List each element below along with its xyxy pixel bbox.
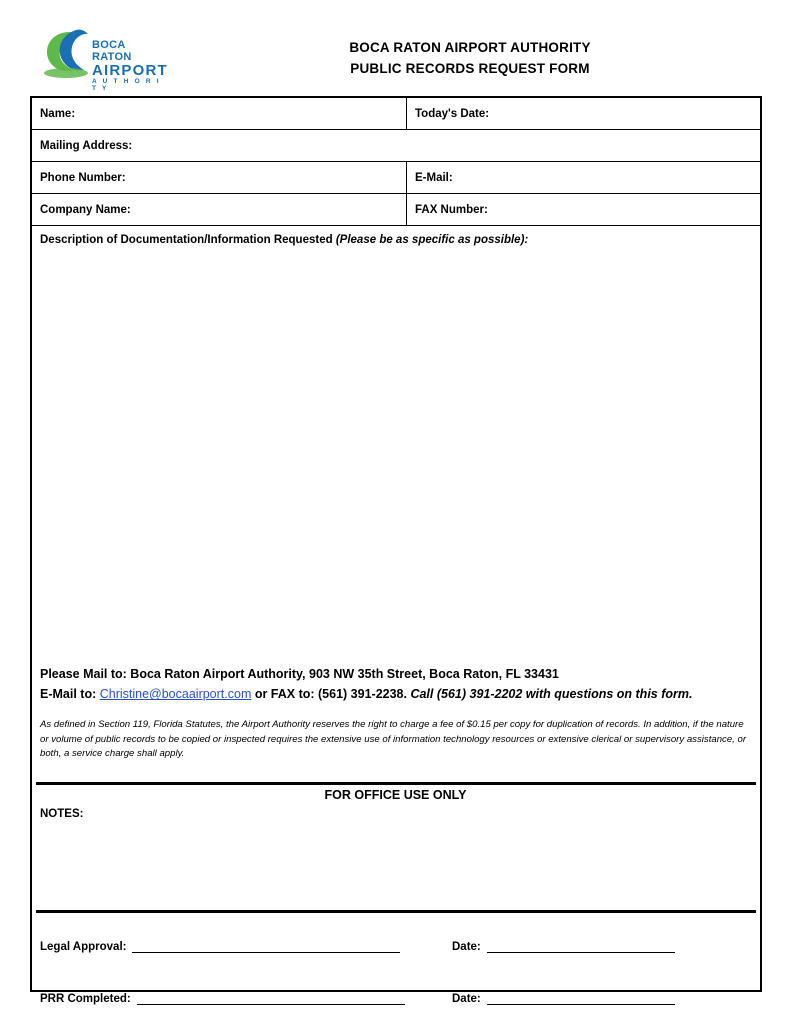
logo-line-1: BOCA RATON <box>92 39 132 63</box>
field-company-name[interactable] <box>32 194 407 225</box>
field-company-name-label: Company Name: <box>40 203 131 216</box>
row-phone-email <box>32 162 760 194</box>
office-use-title: FOR OFFICE USE ONLY <box>324 788 467 802</box>
legal-approval-label: Legal Approval: <box>40 941 127 953</box>
logo-line-3: A U T H O R I T Y <box>92 77 161 92</box>
legal-approval-blank[interactable] <box>132 940 400 953</box>
field-todays-date-label: Today's Date: <box>415 107 490 120</box>
row-mailing-address <box>32 130 760 162</box>
fax-to-text: or FAX to: (561) 391-2238. <box>251 687 411 702</box>
field-email-label: E-Mail: <box>415 171 453 184</box>
field-phone-number[interactable] <box>32 162 407 193</box>
legal-approval-date-blank[interactable] <box>487 940 675 953</box>
title-line-1: BOCA RATON AIRPORT AUTHORITY <box>349 40 591 55</box>
document-header <box>30 26 760 92</box>
field-name[interactable] <box>32 98 407 129</box>
prr-completed-date-label: Date: <box>452 993 481 1005</box>
field-fax-number-label: FAX Number: <box>415 203 488 216</box>
legal-notice: As defined in Section 119, Florida Statutes, the Airport Authority reserves the right to charge a fee of $0.15 per copy for duplication of records. In addition, if the nature or volume of public records to be copied or inspected requires the extensive use of information technology resources or extensive clerical or supervisory assistance, or both, a service charge shall apply. <box>40 719 747 760</box>
email-to-prefix: E-Mail to: <box>40 687 100 702</box>
row-name-date <box>32 98 760 130</box>
description-area[interactable] <box>32 226 760 1005</box>
field-mailing-address[interactable] <box>32 130 759 161</box>
title-line-2: PUBLIC RECORDS REQUEST FORM <box>350 60 590 76</box>
field-todays-date[interactable] <box>407 98 759 129</box>
office-use-divider-bottom <box>36 910 756 913</box>
field-fax-number[interactable] <box>407 194 759 225</box>
field-mailing-address-label: Mailing Address: <box>40 139 133 152</box>
prr-completed-date-blank[interactable] <box>487 992 675 1005</box>
field-name-label: Name: <box>40 107 76 120</box>
row-company-fax <box>32 194 760 226</box>
prr-completed-label: PRR Completed: <box>40 993 131 1005</box>
prr-completed-field[interactable] <box>40 992 405 1005</box>
mailing-instructions <box>40 664 740 705</box>
field-email[interactable] <box>407 162 759 193</box>
legal-approval-date-label: Date: <box>452 941 481 953</box>
call-questions-text: Call (561) 391-2202 with questions on this form. <box>410 687 693 702</box>
prr-completed-blank[interactable] <box>137 992 405 1005</box>
description-label <box>40 234 528 246</box>
page-title <box>190 38 750 80</box>
mail-instruction-line-2 <box>40 684 740 704</box>
boca-raton-airport-authority-logo <box>30 26 168 92</box>
logo-wordmark <box>92 40 168 92</box>
field-phone-number-label: Phone Number: <box>40 171 126 184</box>
legal-approval-date-field[interactable] <box>452 940 675 953</box>
mail-instruction-line-1: Please Mail to: Boca Raton Airport Authority, 903 NW 35th Street, Boca Raton, FL 33431 <box>40 667 559 681</box>
legal-approval-field[interactable] <box>40 940 400 953</box>
prr-completed-date-field[interactable] <box>452 992 675 1005</box>
description-label-text: Description of Documentation/Information Requested <box>40 234 333 246</box>
description-label-italic: (Please be as specific as possible): <box>335 234 529 246</box>
logo-line-2: AIRPORT <box>92 62 168 80</box>
email-link[interactable]: Christine@bocaairport.com <box>99 687 252 702</box>
notes-label: NOTES: <box>40 808 84 820</box>
office-use-divider-top <box>36 782 756 785</box>
form-container <box>30 96 762 1005</box>
